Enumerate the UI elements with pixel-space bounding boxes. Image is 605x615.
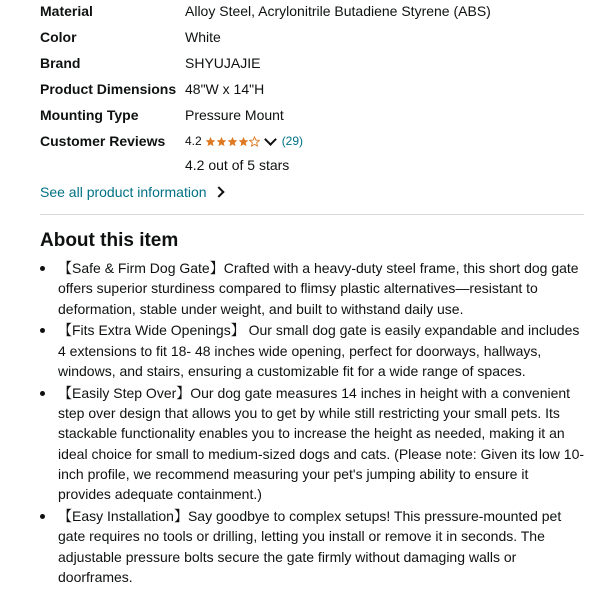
spec-value: Pressure Mount	[185, 107, 284, 123]
spec-value: SHYUJAJIE	[185, 55, 261, 71]
list-item	[40, 506, 585, 587]
spec-value: White	[185, 29, 221, 45]
see-all-label: See all product information	[40, 184, 207, 200]
spec-key: Product Dimensions	[40, 81, 177, 97]
rating-out-of-text: 4.2 out of 5 stars	[185, 157, 290, 173]
bullet-text: 【Fits Extra Wide Openings】 Our small dog gate is easily expandable and includes 4 extensions to fit 18- 48 inches wide opening, perfect for doorways, hallways, windows, and stairs, ensuring a customizable fit for a wide range of spaces.	[58, 322, 580, 379]
list-item	[40, 320, 585, 381]
spec-key: Customer Reviews	[40, 133, 166, 149]
spec-key: Material	[40, 3, 93, 19]
spec-value: 48"W x 14"H	[185, 81, 265, 97]
about-this-item-heading: About this item	[40, 230, 179, 251]
section-divider	[40, 214, 584, 215]
spec-value: Alloy Steel, Acrylonitrile Butadiene Styrene (ABS)	[185, 3, 491, 19]
chevron-right-icon	[213, 186, 224, 197]
spec-key: Brand	[40, 55, 81, 71]
star-full-icon	[227, 136, 238, 147]
bullet-icon	[40, 391, 45, 396]
chevron-down-icon[interactable]	[264, 133, 277, 146]
star-empty-icon	[249, 136, 260, 147]
list-item	[40, 258, 585, 319]
bullet-text: 【Safe & Firm Dog Gate】Crafted with a heavy-duty steel frame, this short dog gate offers superior sturdiness compared to flimsy plastic alternatives—resistant to deformation, stable under weight, and built to withstand daily use.	[58, 260, 579, 317]
rating-value: 4.2	[185, 134, 202, 148]
bullet-icon	[40, 266, 45, 271]
star-full-icon	[216, 136, 227, 147]
reviews-count-link[interactable]: (29)	[281, 134, 304, 148]
bullet-icon	[40, 328, 45, 333]
list-item	[40, 383, 585, 505]
feature-bullets	[40, 258, 585, 589]
star-full-icon	[238, 136, 249, 147]
bullet-icon	[40, 514, 45, 519]
spec-key: Color	[40, 29, 77, 45]
bullet-text: 【Easily Step Over】Our dog gate measures 14 inches in height with a convenient step over design that allows you to get by while still restricting your small pets. Its stackable functionality enables you to increase the height as needed, making it an ideal choice for small to medium-sized dogs and cats. (Please note: Given its low 10-inch profile, we recommend measuring your pet's jumping ability to ensure it provides adequate containment.)	[58, 384, 585, 503]
star-rating[interactable]	[205, 136, 260, 147]
bullet-text: 【Easy Installation】Say goodbye to complex setups! This pressure-mounted pet gate requires no tools or drilling, letting you install or remove it in seconds. The adjustable pressure bolts secure the gate firmly without damaging walls or doorframes.	[58, 508, 562, 585]
spec-key: Mounting Type	[40, 107, 139, 123]
star-full-icon	[205, 136, 216, 147]
reviews-summary[interactable]	[185, 134, 303, 148]
see-all-product-info-link[interactable]	[40, 184, 223, 200]
